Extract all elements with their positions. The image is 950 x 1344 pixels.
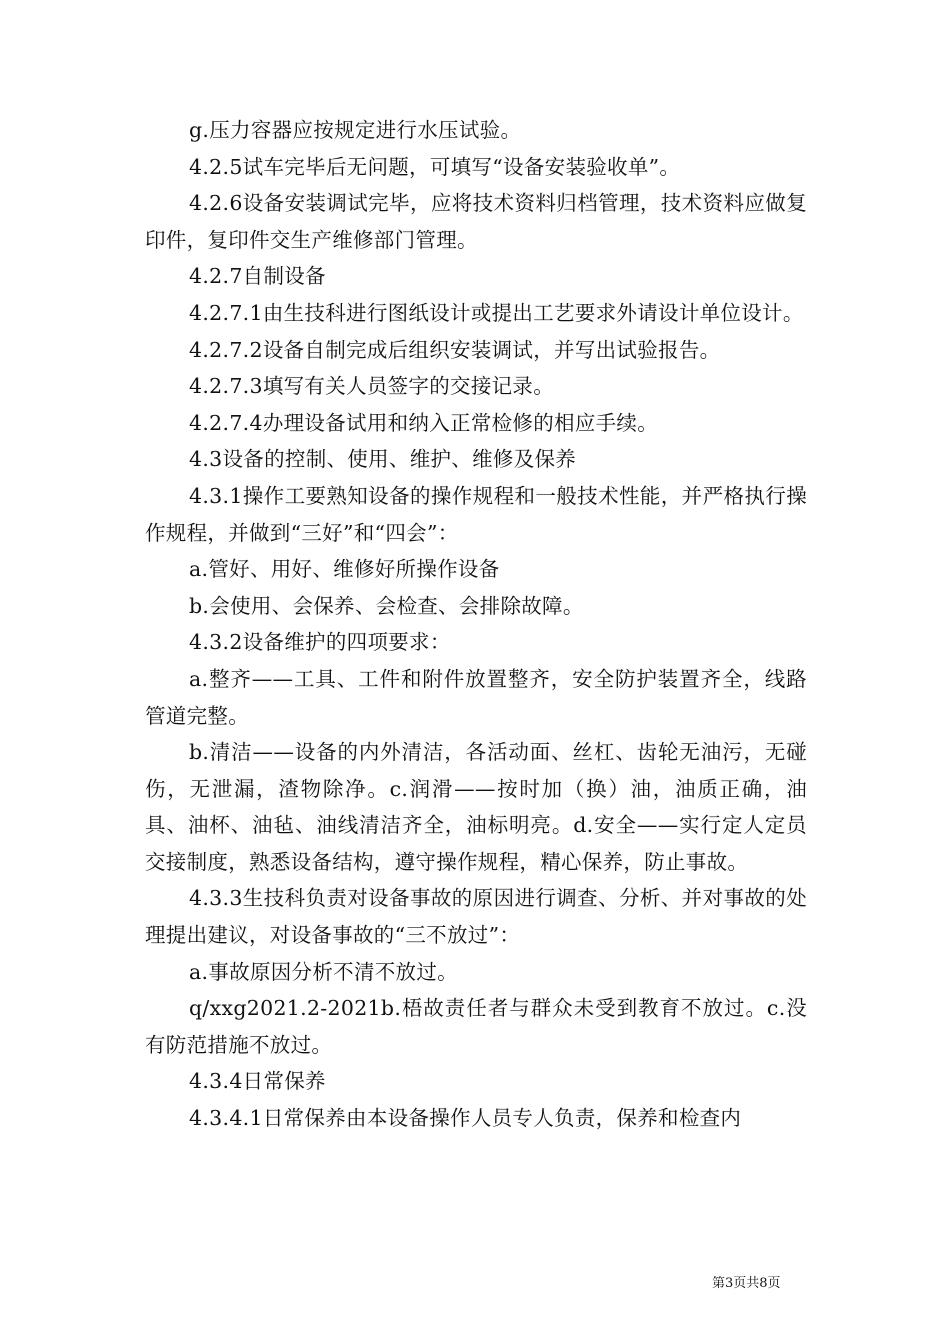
list-item: a.管好、用好、维修好所操作设备 [189, 557, 500, 582]
paragraph: 4.2.7.2设备自制完成后组织安装调试，并写出试验报告。 [189, 337, 721, 362]
list-item: b.会使用、会保养、会检查、会排除故障。 [189, 593, 584, 618]
page-number-footer: 第3页共8页 [712, 1276, 781, 1291]
document-body [145, 112, 807, 1137]
paragraph: 4.3.3生技科负责对设备事故的原因进行调查、分析、并对事故的处理提出建议，对设备事故的“三不放过”： [145, 886, 807, 948]
section-heading: 4.3.4日常保养 [189, 1069, 326, 1094]
paragraph: 4.3.1操作工要熟知设备的操作规程和一般技术性能，并严格执行操作规程，并做到“三好”和“四会”： [145, 483, 807, 545]
section-heading: 4.2.7自制设备 [189, 264, 326, 289]
paragraph: 4.2.5试车完毕后无问题，可填写“设备安装验收单”。 [189, 154, 681, 179]
list-item: b.清洁——设备的内外清洁，各活动面、丝杠、齿轮无油污，无碰伤，无泄漏，渣物除净。c.润滑——按时加（换）油，油质正确，油具、油杯、油毡、油线清洁齐全，油标明亮。d.安全——实行定人定员交接制度，熟悉设备结构，遵守操作规程，精心保养，防止事故。 [145, 740, 807, 874]
paragraph: 4.2.7.3填写有关人员签字的交接记录。 [189, 374, 555, 399]
list-item: a.整齐——工具、工件和附件放置整齐，安全防护装置齐全，线路管道完整。 [145, 666, 807, 728]
paragraph: 4.3.4.1日常保养由本设备操作人员专人负责，保养和检查内 [189, 1106, 742, 1131]
paragraph: 4.2.7.1由生技科进行图纸设计或提出工艺要求外请设计单位设计。 [189, 300, 804, 325]
list-item: a.事故原因分析不清不放过。 [189, 959, 458, 984]
section-heading: 4.3设备的控制、使用、维护、维修及保养 [189, 447, 577, 472]
paragraph: 4.3.2设备维护的四项要求： [189, 630, 451, 655]
paragraph: 4.2.7.4办理设备试用和纳入正常检修的相应手续。 [189, 410, 659, 435]
paragraph: 4.2.6设备安装调试完毕，应将技术资料归档管理，技术资料应做复印件，复印件交生产维修部门管理。 [145, 191, 807, 252]
paragraph: g.压力容器应按规定进行水压试验。 [189, 118, 522, 142]
list-item: q/xxg2021.2-2021b.梧故责任者与群众未受到教育不放过。c.没有防范措施不放过。 [145, 996, 807, 1057]
